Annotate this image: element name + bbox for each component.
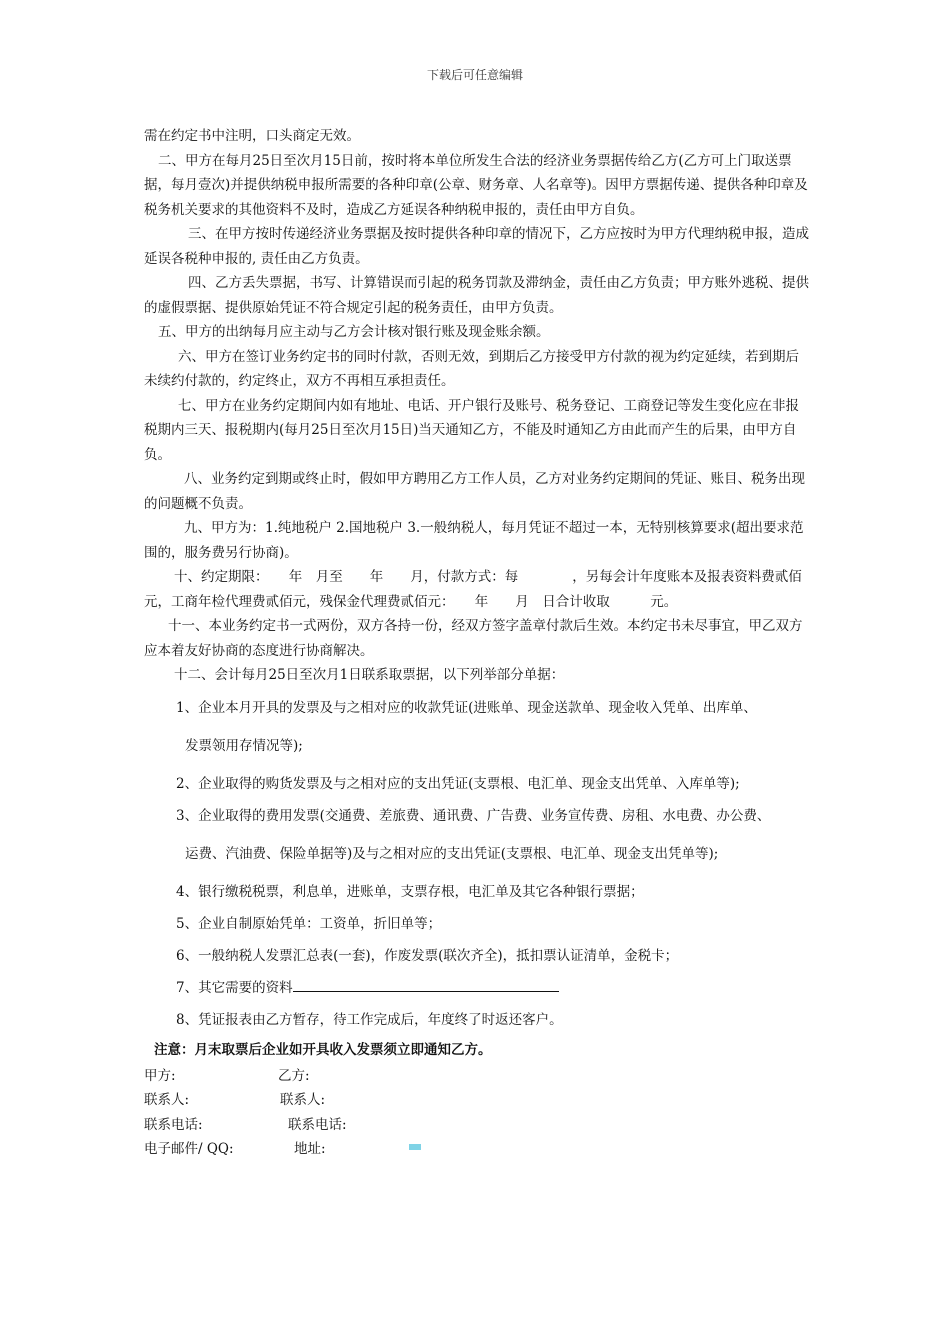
highlight-mark: [409, 1144, 421, 1150]
list-item: 8、凭证报表由乙方暂存，待工作完成后，年度终了时返还客户。: [176, 1011, 563, 1028]
signature-row: [144, 1088, 812, 1113]
signature-row: [144, 1137, 812, 1162]
paragraph-1: 需在约定书中注明，口头商定无效。: [144, 128, 360, 144]
contract-body: [144, 124, 812, 1162]
party-a-label: 甲方:: [144, 1067, 176, 1084]
email-qq-label: 电子邮件/ QQ:: [144, 1141, 234, 1157]
paragraph-5: 五、甲方的出纳每月应主动与乙方会计核对银行账及现金账余额。: [158, 324, 550, 340]
signature-row: [144, 1113, 812, 1138]
paragraph-2: 二、甲方在每月25日至次月15日前，按时将本单位所发生合法的经济业务票据传给乙方(乙方可上门取送票据，每月壹次)并提供纳税申报所需要的各种印章(公章、财务章、人名章等)。因甲方票据传递、提供各种印章及税务机关要求的其他资料不及时，造成乙方延误各种纳税申报的，责任由甲方自负。: [144, 152, 808, 218]
paragraph-10: 十、约定期限： 年 月至 年 月，付款方式：每 ，另每会计年度账本及报表资料费贰佰元，工商年检代理费贰佰元，残保金代理费贰佰元： 年 月 日合计收取 元。: [144, 569, 802, 610]
paragraph-8: 八、业务约定到期或终止时，假如甲方聘用乙方工作人员，乙方对业务约定期间的凭证、账目、税务出现的问题概不负责。: [144, 471, 805, 512]
list-item: 1、企业本月开具的发票及与之相对应的收款凭证(进账单、现金送款单、现金收入凭单、出库单、 发票领用存情况等);: [176, 699, 757, 754]
paragraph-4: 四、乙方丢失票据，书写、计算错误而引起的税务罚款及滞纳金，责任由乙方负责；甲方账外逃税、提供的虚假票据、提供原始凭证不符合规定引起的税务责任，由甲方负责。: [144, 275, 809, 316]
paragraph-6: 六、甲方在签订业务约定书的同时付款，否则无效，到期后乙方接受甲方付款的视为约定延续，若到期后未续约付款的，约定终止，双方不再相互承担责任。: [144, 348, 799, 389]
address-label: 地址:: [294, 1141, 326, 1157]
phone-a-label: 联系电话:: [144, 1116, 203, 1133]
paragraph-7: 七、甲方在业务约定期间内如有地址、电话、开户银行及账号、税务登记、工商登记等发生变化应在非报税期内三天、报税期内(每月25日至次月15日)当天通知乙方，不能及时通知乙方由此而产生的后果，由甲方自负。: [144, 397, 799, 463]
list-item: 4、银行缴税税票，利息单，进账单，支票存根，电汇单及其它各种银行票据；: [176, 883, 644, 900]
contact-a-label: 联系人:: [144, 1092, 190, 1108]
signature-row: [144, 1064, 812, 1089]
list-item: 3、企业取得的费用发票(交通费、差旅费、通讯费、广告费、业务宣传费、房租、水电费、办公费、 运费、汽油费、保险单据等)及与之相对应的支出凭证(支票根、电汇单、现金支出凭单等);: [176, 807, 771, 862]
party-b-label: 乙方:: [278, 1067, 310, 1084]
list-item: 7、其它需要的资料: [144, 972, 812, 1004]
page-header: 下载后可任意编辑: [426, 68, 523, 82]
notice: 注意：月末取票后企业如开具收入发票须立即通知乙方。: [154, 1041, 492, 1058]
paragraph-12: 十二、会计每月25日至次月1日联系取票据，以下列举部分单据：: [174, 667, 565, 683]
paragraph-11: 十一、本业务约定书一式两份，双方各持一份，经双方签字盖章付款后生效。本约定书未尽事宜，甲乙双方应本着友好协商的态度进行协商解决。: [144, 618, 803, 659]
paragraph-9: 九、甲方为：1.纯地税户 2.国地税户 3.一般纳税人，每月凭证不超过一本，无特别核算要求(超出要求范围的，服务费另行协商)。: [144, 520, 804, 561]
list-item: 5、企业自制原始凭单：工资单，折旧单等；: [176, 915, 442, 932]
phone-b-label: 联系电话:: [288, 1116, 347, 1133]
contact-b-label: 联系人:: [280, 1092, 326, 1108]
paragraph-3: 三、在甲方按时传递经济业务票据及按时提供各种印章的情况下，乙方应按时为甲方代理纳税申报，造成延误各税种申报的, 责任由乙方负责。: [144, 226, 809, 267]
list-item: 6、一般纳税人发票汇总表(一套)，作废发票(联次齐全)，抵扣票认证清单，金税卡；: [176, 947, 679, 964]
document-list: [144, 692, 812, 1036]
list-item: 2、企业取得的购货发票及与之相对应的支出凭证(支票根、电汇单、现金支出凭单、入库单等);: [176, 775, 740, 792]
fill-in-blank: [293, 977, 559, 992]
